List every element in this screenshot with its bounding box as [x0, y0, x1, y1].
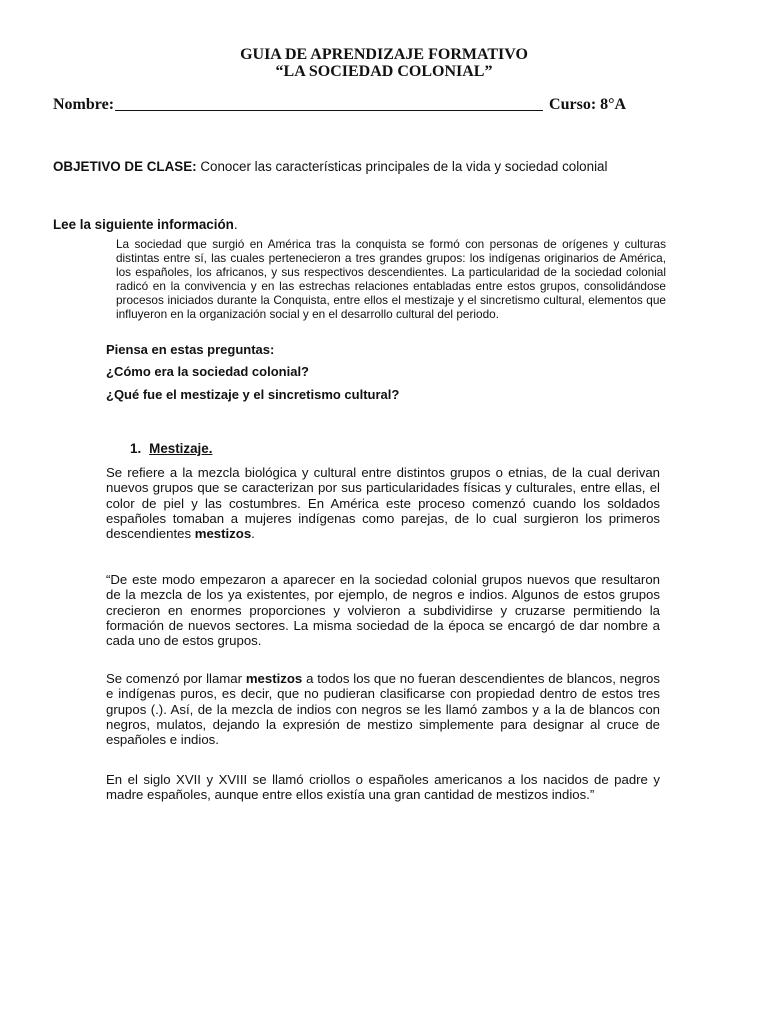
name-blank-line[interactable] — [115, 96, 543, 111]
paragraph-1-bold: mestizos — [194, 526, 252, 542]
paragraph-1-text: Se refiere a la mezcla biológica y cultural entre distintos grupos o etnias, de la cual derivan nuevos grupos que se caracterizan por sus particularidades físicas y culturales, entre ellas, el color de piel y las costumbres. En América este proceso comenzó cuando los soldados españoles tomaban a mujeres indígenas como parejas, de lo cual surgieron los primeros descendientes — [106, 465, 660, 542]
course-label: Curso: 8°A — [549, 96, 627, 113]
paragraph-1-end: . — [251, 526, 255, 542]
document-subtitle: “LA SOCIEDAD COLONIAL” — [275, 63, 493, 80]
section-title: Mestizaje. — [149, 441, 213, 456]
mestizaje-paragraph-1 — [106, 465, 660, 541]
mestizaje-paragraph-4: En el siglo XVII y XVIII se llamó criollos o españoles americanos a los nacidos de padre y madre españoles, aunque entre ellos existía una gran cantidad de mestizos indios.” — [106, 772, 660, 803]
paragraph-3-start: Se comenzó por llamar — [106, 671, 246, 686]
name-label: Nombre: — [53, 96, 115, 113]
section-heading — [130, 441, 212, 456]
objective-text: Conocer las características principales de la vida y sociedad colonial — [200, 159, 608, 174]
class-objective — [53, 159, 733, 174]
intro-paragraph: La sociedad que surgió en América tras la conquista se formó con personas de orígenes y culturas distintas entre sí, las cuales pertenecieron a tres grandes grupos: los indígenas originarios de América, los españoles, los africanos, y sus respectivos descendientes. La particularidad de la sociedad colonial radicó en la convivencia y en las estrechas relaciones entabladas entre estos grupos, consolidándose procesos iniciados durante la Conquista, entre ellos el mestizaje y el sincretismo cultural, elementos que influyeron en la organización social y en el desarrollo cultural del periodo. — [116, 237, 666, 321]
mestizaje-paragraph-2: “De este modo empezaron a aparecer en la sociedad colonial grupos nuevos que resultaron de la mezcla de los ya existentes, por ejemplo, de negros e indios. Algunos de estos grupos crecieron en enormes proporciones y volvieron a subdividirse y cruzarse permitiendo la formación de nuevos sectores. La misma sociedad de la época se encargó de dar nombre a cada uno de estos grupos. — [106, 572, 660, 649]
section-number: 1. — [130, 441, 142, 456]
paragraph-3-bold: mestizos — [245, 671, 303, 686]
objective-label: OBJETIVO DE CLASE: — [53, 159, 197, 174]
reading-instruction-period: . — [233, 217, 238, 232]
questions-heading: Piensa en estas preguntas: — [106, 342, 275, 357]
document-title: GUIA DE APRENDIZAJE FORMATIVO — [240, 46, 528, 63]
reading-instruction-text: Lee la siguiente información — [53, 217, 234, 232]
question-2: ¿Qué fue el mestizaje y el sincretismo cultural? — [106, 387, 400, 402]
reading-instruction — [53, 217, 238, 232]
question-1: ¿Cómo era la sociedad colonial? — [106, 364, 309, 379]
name-row — [53, 96, 653, 114]
paragraph-3-rest: a todos los que no fueran descendientes de blancos, negros e indígenas puros, es decir, que no pudieran clasificarse con propiedad dentro de estos tres grupos (.). Así, de la mezcla de indios con negros se les llamó zambos y a la de blancos con negros, mulatos, dejando la expresión de mestizo simplemente para designar al cruce de españoles e indios. — [106, 671, 660, 748]
mestizaje-paragraph-3 — [106, 671, 660, 747]
